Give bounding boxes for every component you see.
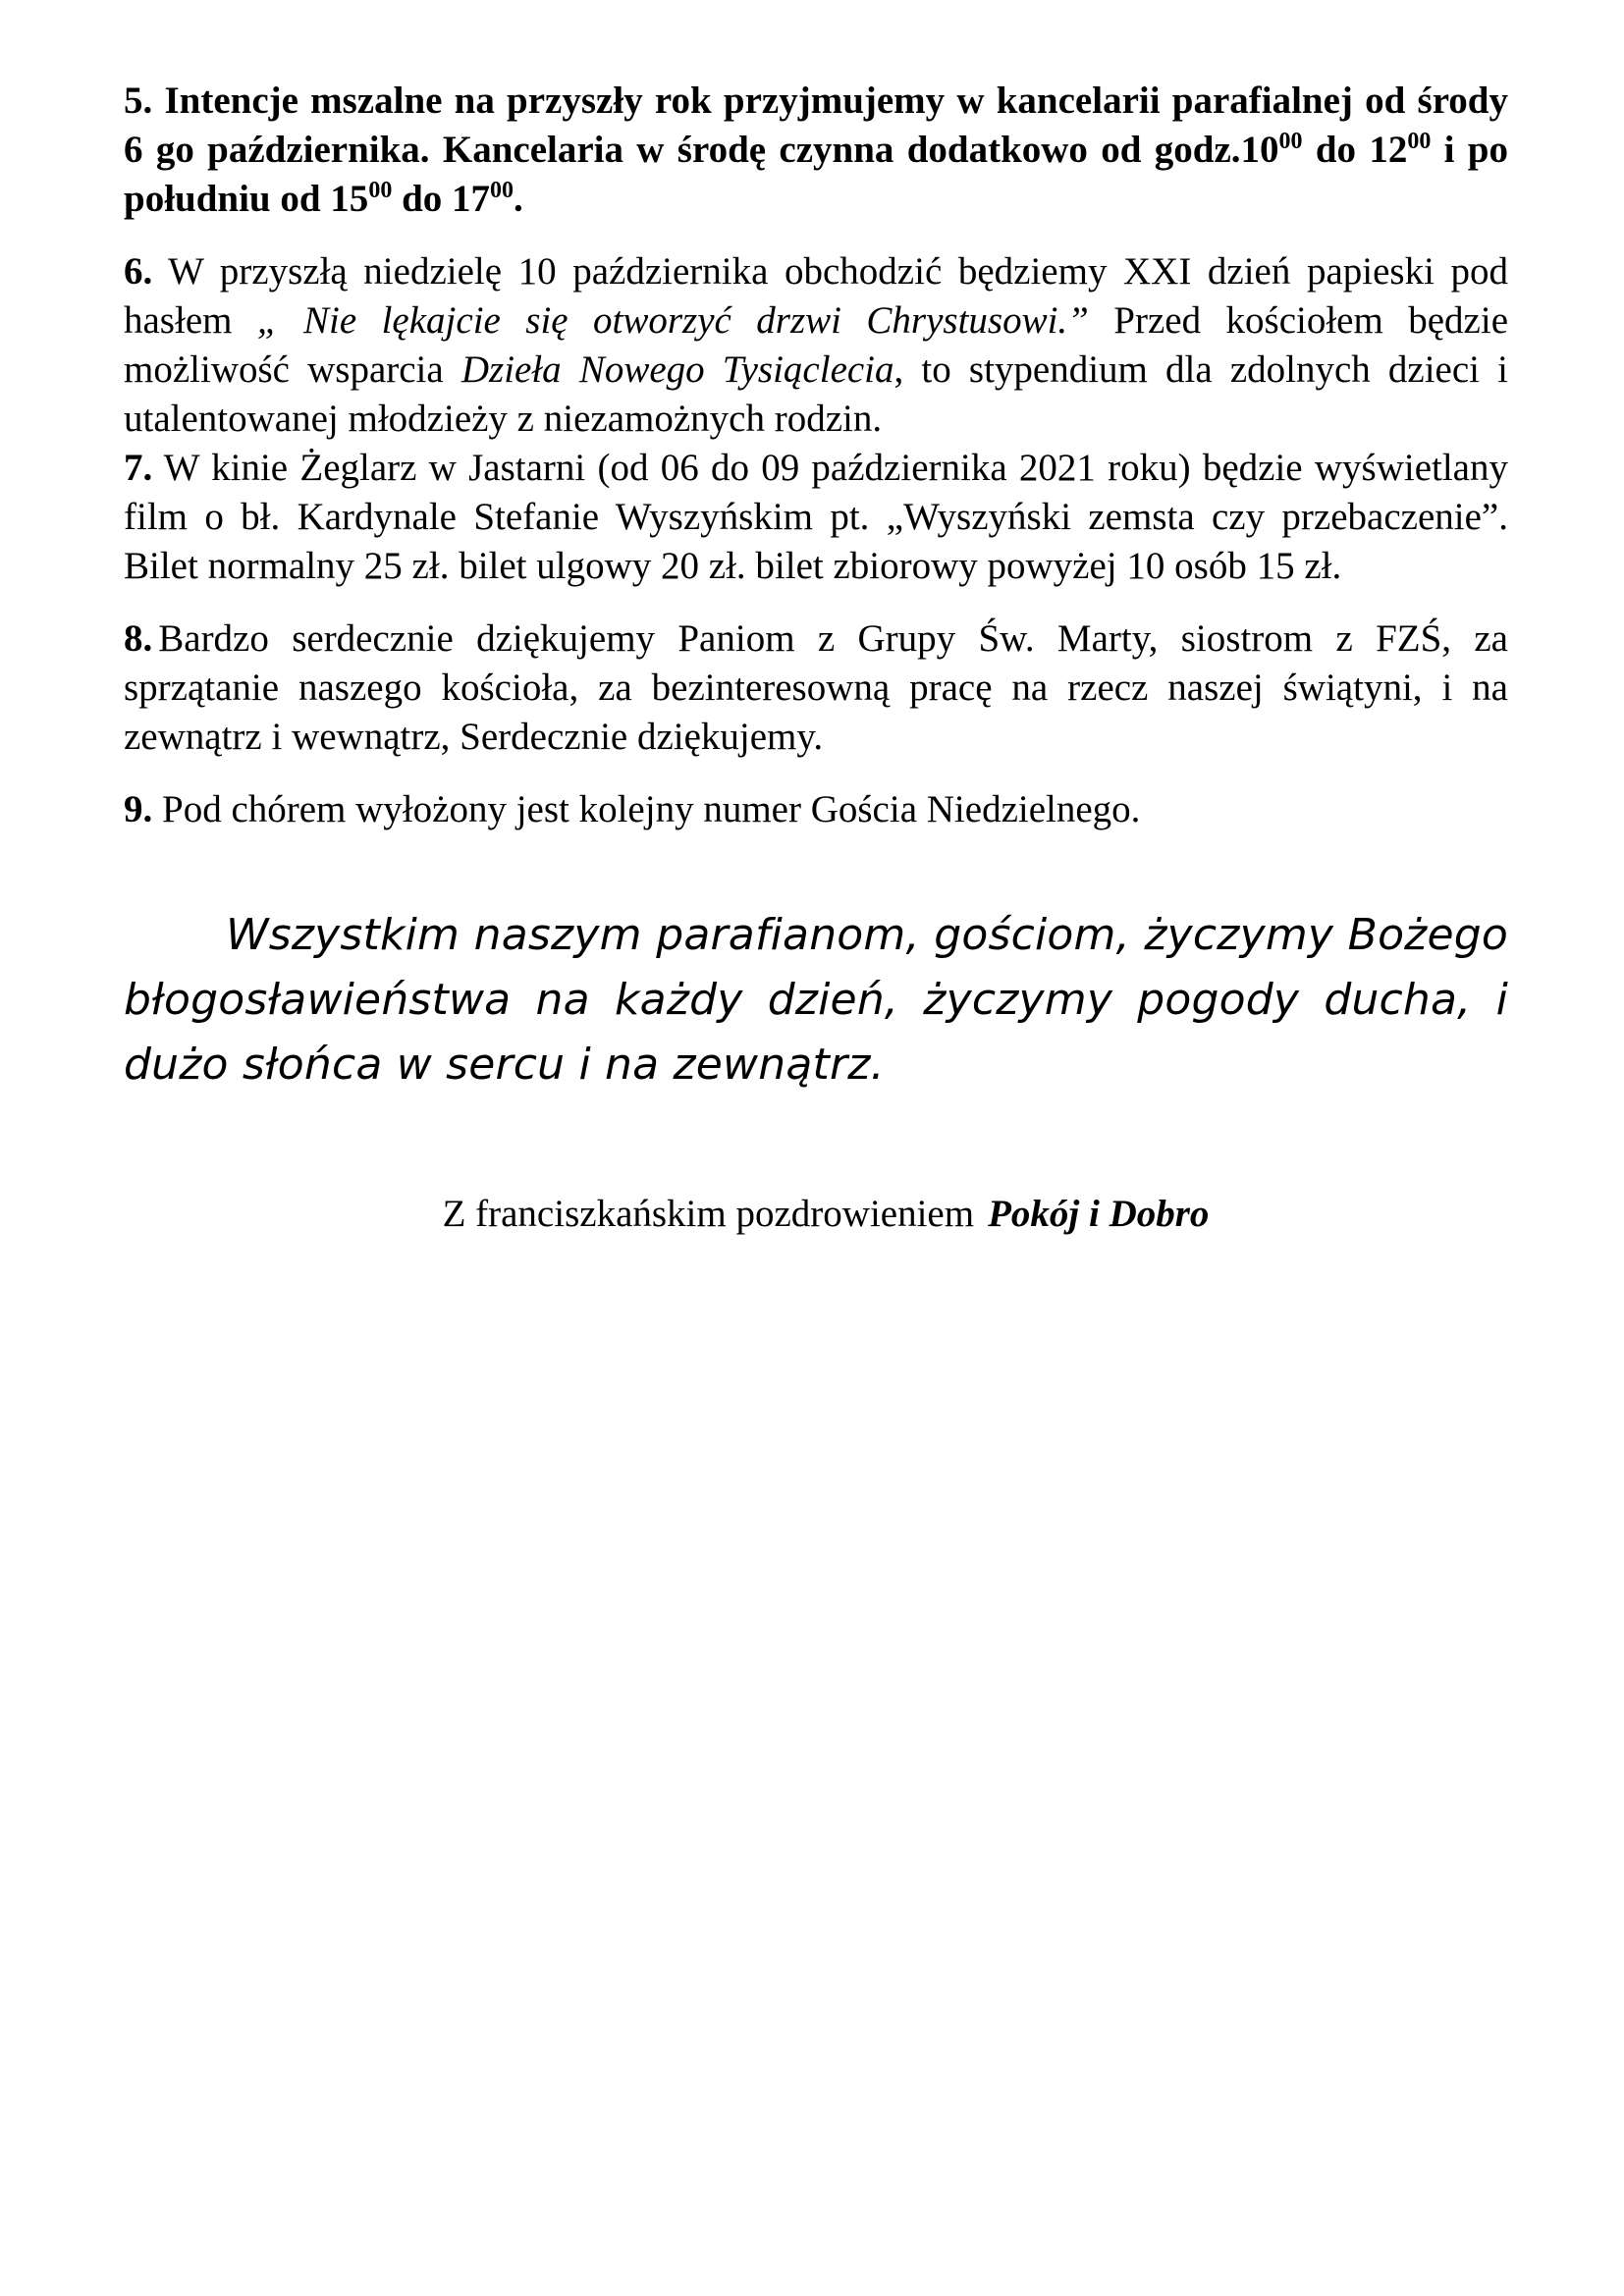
- announcement-7: [124, 444, 1508, 591]
- announcement-5-text-c: i po południu od 15: [124, 129, 1509, 220]
- announcement-7-number: 7.: [124, 447, 153, 489]
- announcements-page: [124, 77, 1508, 1239]
- announcement-6-text-b: Przed kościołem będzie możliwość wsparcia: [124, 299, 1509, 391]
- announcement-5-text-b: do 12: [1302, 129, 1408, 171]
- announcement-5-text-e: .: [514, 178, 523, 220]
- closing-text: Z franciszkańskim pozdrowieniem: [442, 1193, 975, 1235]
- foundation-name: Dzieła Nowego Tysiąclecia: [460, 348, 894, 391]
- announcement-7-text: W kinie Żeglarz w Jastarni (od 06 do 09 października 2021 roku) będzie wyświetlany film o bł. Kardynale Stefanie Wyszyńskim pt. „Wyszyński zemsta czy przebaczenie”. Bilet normalny 25 zł. bilet ulgowy 20 zł. bilet zbiorowy powyżej 10 osób 15 zł.: [124, 447, 1508, 587]
- announcement-9: [124, 785, 1508, 834]
- time-superscript: 00: [1407, 129, 1432, 154]
- announcement-5-text-d: do 17: [392, 178, 491, 220]
- announcement-8-number: 8.: [124, 617, 153, 660]
- time-superscript: 00: [490, 178, 514, 203]
- announcement-9-text: Pod chórem wyłożony jest kolejny numer Gościa Niedzielnego.: [152, 788, 1141, 830]
- closing-motto: Pokój i Dobro: [988, 1193, 1210, 1235]
- announcement-6: [124, 247, 1508, 444]
- announcement-8-text: Bardzo serdecznie dziękujemy Paniom z Grupy Św. Marty, siostrom z FZŚ, za sprzątanie naszego kościoła, za bezinteresowną pracę na rzecz naszej świątyni, i na zewnątrz i wewnątrz, Serdecznie dziękujemy.: [124, 617, 1508, 758]
- time-superscript: 00: [368, 178, 393, 203]
- announcement-6-text-a: W przyszłą niedzielę 10 października obchodzić będziemy XXI dzień papieski pod hasłem: [124, 250, 1508, 342]
- announcement-8: [124, 614, 1508, 762]
- wishes-paragraph: Wszystkim naszym parafianom, gościom, życzymy Bożego błogosławieństwa na każdy dzień, życzymy pogody ducha, i dużo słońca w sercu i na zewnątrz.: [124, 910, 1508, 1090]
- announcement-9-number: 9.: [124, 788, 153, 830]
- papal-day-motto: „ Nie lękajcie się otworzyć drzwi Chrystusowi.”: [256, 299, 1089, 342]
- announcement-5-number: 5.: [124, 80, 153, 122]
- announcement-5: [124, 77, 1508, 224]
- announcement-5-text-a: Intencje mszalne na przyszły rok przyjmujemy w kancelarii parafialnej od środy 6 go października. Kancelaria w środę czynna dodatkowo od godz.10: [124, 80, 1508, 171]
- closing-greeting: [124, 1190, 1508, 1239]
- time-superscript: 00: [1278, 129, 1303, 154]
- announcement-6-text-c: , to stypendium dla zdolnych dzieci i utalentowanej młodzieży z niezamożnych rodzin.: [124, 348, 1508, 440]
- announcement-6-number: 6.: [124, 250, 153, 293]
